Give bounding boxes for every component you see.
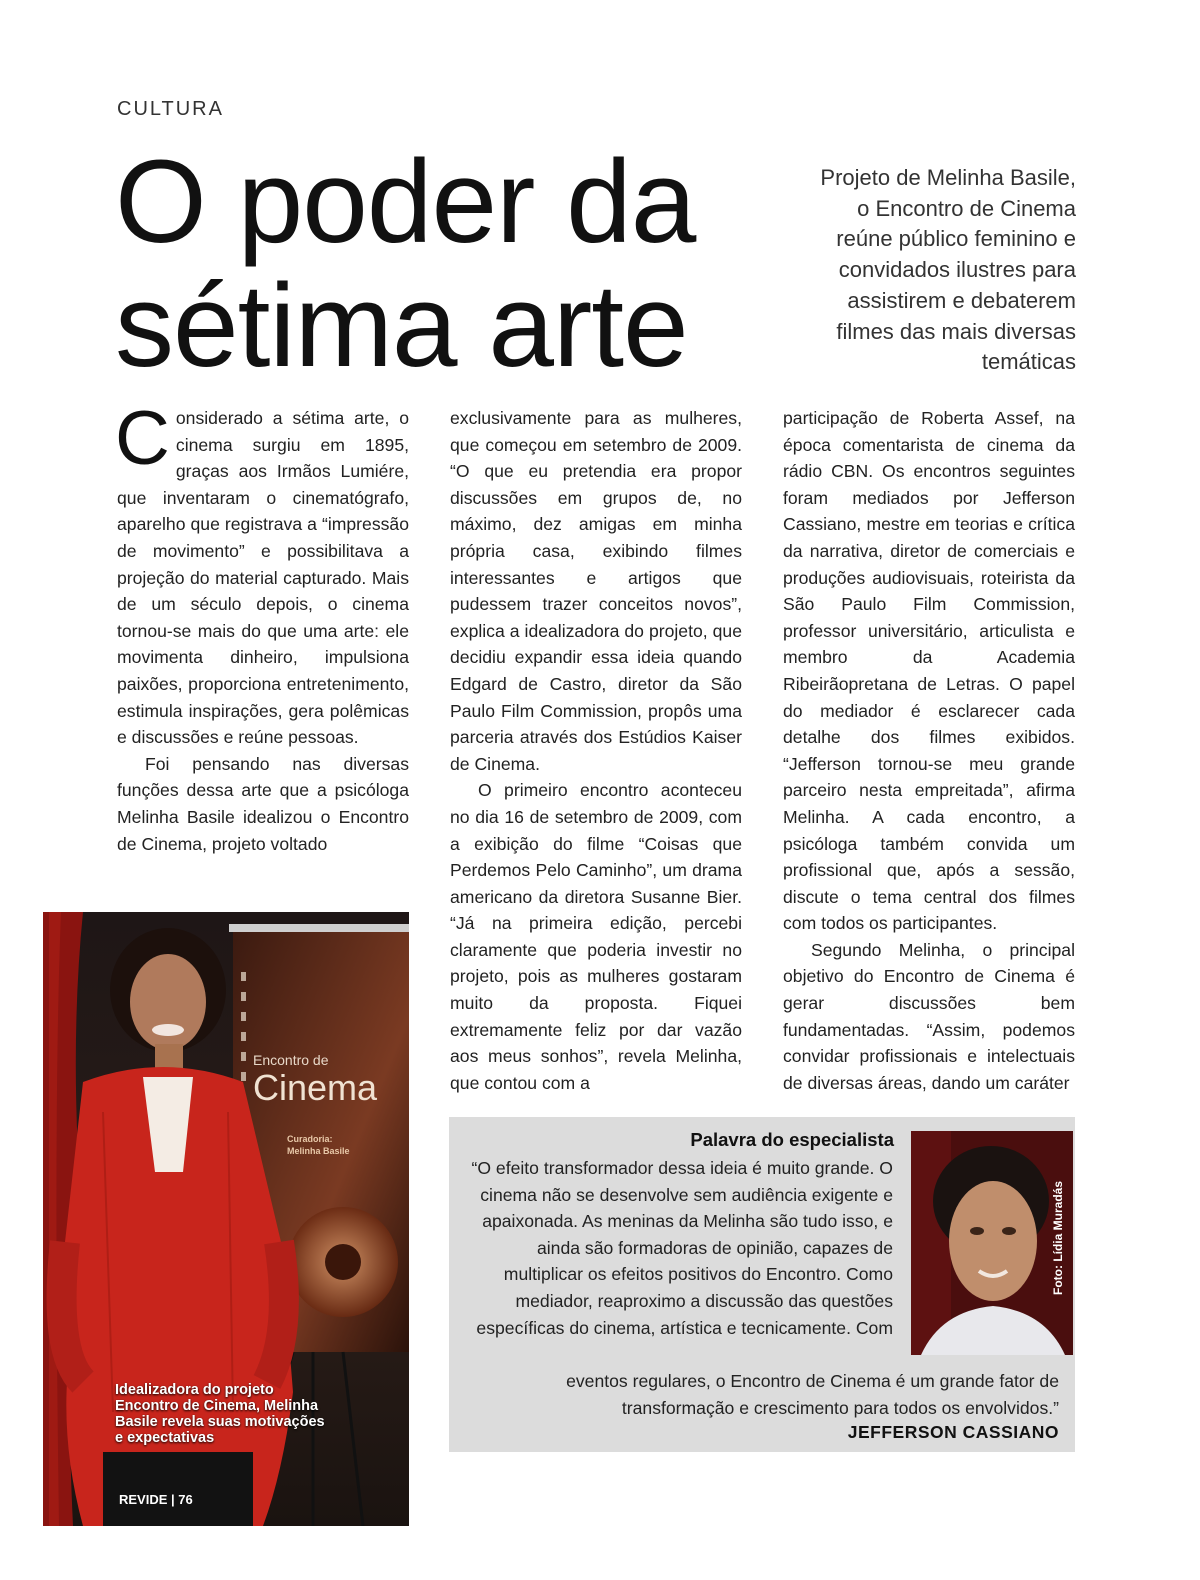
banner-credit-label: Curadoria:: [287, 1134, 333, 1144]
paragraph: participação de Roberta Assef, na época comentarista de cinema da rádio CBN. Os encontros seguintes foram mediados por Jefferson Cassiano, mestre em teorias e crítica da narrativa, diretor de comerciais e produções audiovisuais, roteirista da São Paulo Film Commission, professor universitário, articulista e membro da Academia Ribeirãopretana de Letras. O papel do mediador é esclarecer cada detalhe dos filmes exibidos. “Jefferson tornou-se meu grande parceiro nesta empreitada”, afirma Melinha. A cada encontro, a psicóloga também convida um profissional que, após a sessão, discute o tema central dos filmes com todos os participantes.: [783, 408, 1075, 934]
quote-main: “O efeito transformador dessa ideia é muito grande. O cinema não se desenvolve sem audiência exigente e apaixonada. As meninas da Melinha são tudo isso, e ainda são formadoras de opinião, capazes de multiplicar os efeitos positivos do Encontro. Como mediador, reaproximo a discussão das questões específicas do cinema, artística e tecnicamente. Com: [471, 1158, 893, 1338]
paragraph: O primeiro encontro aconteceu no dia 16 de setembro de 2009, com a exibição do filme “Coisas que Perdemos Pelo Caminho”, um drama americano da diretora Susanne Bier. “Já na primeira edição, percebi claramente que poderia investir no projeto, pois as mulheres gostaram muito da proposta. Fiquei extremamente feliz por dar vazão aos meus sonhos”, revela Melinha, que contou com a: [450, 780, 742, 1093]
paragraph-text: onsiderado a sétima arte, o cinema surgiu em 1895, graças aos Irmãos Lumiére, que inventaram o cinematógrafo, aparelho que registrava a “impressão de movimento” e possibilitava a projeção do material capturado. Mais de um século depois, o cinema tornou-se mais do que uma arte: ele movimenta dinheiro, impulsiona paixões, proporciona entretenimento, estimula inspirações, gera polêmicas e discussões e reúne pessoas.: [117, 408, 409, 748]
banner-title: Cinema: [253, 1067, 378, 1108]
banner-credit-name: Melinha Basile: [287, 1146, 350, 1156]
article-column-3: [783, 405, 1075, 1096]
headline-line-2: sétima arte: [115, 260, 688, 392]
article-deck: Projeto de Melinha Basile, o Encontro de Cinema reúne público feminino e convidados ilustres para assistirem e debaterem filmes das mais diversas temáticas: [820, 165, 1076, 375]
portrait-illustration: [911, 1131, 1073, 1355]
drop-cap: C: [115, 396, 170, 481]
quote-tail: eventos regulares, o Encontro de Cinema é um grande fator de transformação e crescimento para todos os envolvidos.”: [566, 1371, 1059, 1418]
paragraph: [115, 396, 409, 751]
headline-line-1: O poder da: [115, 136, 696, 268]
paragraph: Foi pensando nas diversas funções dessa arte que a psicóloga Melinha Basile idealizou o Encontro de Cinema, projeto voltado: [117, 753, 409, 854]
paragraph: exclusivamente para as mulheres, que começou em setembro de 2009. “O que eu pretendia era propor discussões em grupos de, no máximo, dez amigas em minha própria casa, exibindo filmes interessantes e artigos que pudessem trazer conceitos novos”, explica a idealizadora do projeto, que decidiu expandir essa ideia quando Edgard de Castro, diretor da São Paulo Film Commission, propôs uma parceria através dos Estúdios Kaiser de Cinema.: [450, 408, 742, 774]
box-title: Palavra do especialista: [690, 1129, 894, 1150]
photo-credit: Foto: Lídia Muradás: [1051, 1181, 1065, 1295]
melinha-photo: [43, 912, 409, 1526]
paragraph: Segundo Melinha, o principal objetivo do Encontro de Cinema é gerar discussões bem fundamentadas. “Assim, podemos convidar profissionais e intelectuais de diversas áreas, dando um caráter: [783, 939, 1075, 1093]
photo-caption: Idealizadora do projeto Encontro de Cinema, Melinha Basile revela suas motivações e expectativas: [115, 1382, 325, 1446]
article-column-1: [115, 396, 409, 857]
quote-author: JEFFERSON CASSIANO: [847, 1422, 1059, 1442]
section-label: CULTURA: [117, 98, 224, 120]
page-title: [115, 136, 795, 392]
banner-small-text: Encontro de: [253, 1052, 329, 1068]
article-column-2: [450, 405, 742, 1096]
jefferson-portrait: [911, 1131, 1073, 1355]
expert-quote-box: [449, 1117, 1075, 1452]
page-folio: REVIDE | 76: [119, 1492, 193, 1507]
